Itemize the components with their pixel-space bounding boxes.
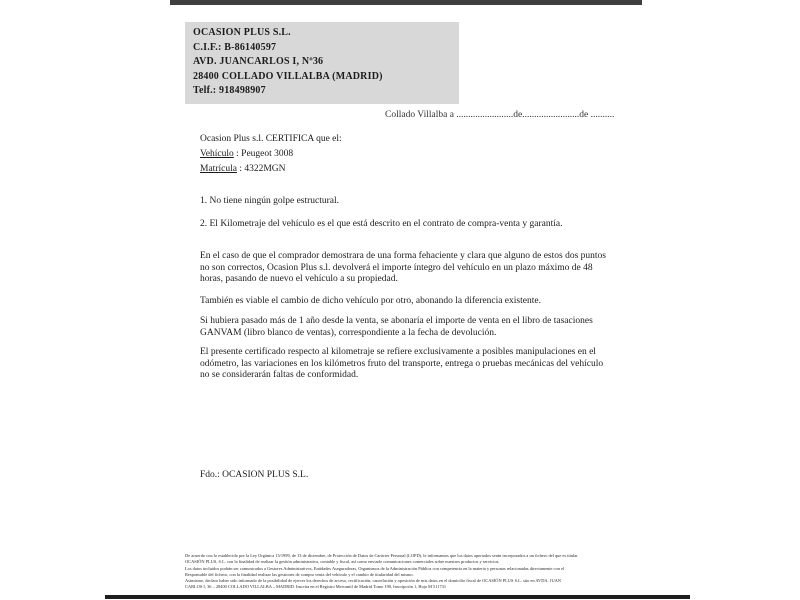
vehicle-value: : Peugeot 3008 xyxy=(233,149,294,159)
certificate-point-2: 2. El Kilometraje del vehículo es el que está descrito en el contrato de compra-venta y garantía. xyxy=(200,219,563,229)
company-cif: C.I.F.: B-86140597 xyxy=(193,41,277,53)
certifies-line: Ocasion Plus s.l. CERTIFICA que el: xyxy=(200,134,342,144)
company-phone: Telf.: 918498907 xyxy=(193,85,266,96)
vehicle-label: Vehículo xyxy=(200,149,234,159)
plate-line xyxy=(200,164,614,176)
legal-footer-line: Responsable del fichero, con la finalidad realizar las gestiones de compra venta del vehículo y el cambio de titularidad del mismo. xyxy=(185,571,414,577)
signature-line: Fdo.: OCASION PLUS S.L. xyxy=(200,470,309,480)
paragraph-ganvam-valuation: Si hubiera pasado más de 1 año desde la venta, se abonaría el importe de venta en el libro de tasaciones GANVAM (libro blanco de ventas), correspondiente a la fecha de devolución. xyxy=(200,316,593,338)
legal-footer-line: OCASIÓN PLUS, S.L. con la finalidad de realizar la gestión administrativa, contable y fiscal, así como enviarle comunicaciones comerciales sobre nuestros productos y servicios. xyxy=(185,559,500,565)
plate-value: : 4322MGN xyxy=(236,164,286,174)
legal-footer-line: Los datos incluidos podrán ser comunicados a Gestores Administrativos, Entidades Aseguradoras, Organismos de la Administración Pública con competencia en la materia y personas relacionadas directamente con el xyxy=(185,565,565,571)
vehicle-line xyxy=(200,149,614,161)
legal-footer xyxy=(185,553,623,591)
date-line: Collado Villalba a ........................de........................de .......... xyxy=(385,110,615,120)
certificate-point-1: 1. No tiene ningún golpe estructural. xyxy=(200,196,340,206)
scan-edge-bottom xyxy=(105,595,690,599)
company-name: OCASION PLUS S.L. xyxy=(193,27,291,38)
company-address: AVD. JUANCARLOS I, Nº36 xyxy=(193,56,324,67)
legal-footer-line: De acuerdo con lo establecido por la Ley Orgánica 15/1999, de 13 de diciembre, de Protección de Datos de Carácter Personal (LOPD), le informamos que los datos aportados serán incorporados a un fichero del que es titular xyxy=(185,553,578,558)
legal-footer-line: Asimismo, declaro haber sido informado de la posibilidad de ejercer los derechos de acceso, rectificación, cancelación y oposición de mis datos en el domicilio fiscal de OCASIÓN PLUS S.L. sito en AVDA. JUAN xyxy=(185,578,561,584)
company-city: 28400 COLLADO VILLALBA (MADRID) xyxy=(193,70,383,82)
legal-footer-line: CARLOS I, 36 – 28400 COLLADO VILLALBA – MADRID. Inscrita en el Registro Mercantil de Madrid Tomo 190, Inscripción 1, Hoja M 511731 xyxy=(185,584,447,590)
paragraph-odometer-disclaimer: El presente certificado respecto al kilometraje se refiere exclusivamente a posibles manipulaciones en el odómetro, las variaciones en los kilómetros fruto del transporte, entrega o pruebas mecánicas del vehículo no se considerarán faltas de conformidad. xyxy=(200,347,604,380)
company-header-block xyxy=(185,22,459,104)
paragraph-refund-terms: En el caso de que el comprador demostrara de una forma fehaciente y clara que alguno de estos dos puntos no son correctos, Ocasion Plus s.l. devolverá el importe íntegro del vehículo en un plazo máximo de 48 horas, pasando de nuevo el vehículo a su propiedad. xyxy=(200,251,606,284)
paragraph-exchange-option: También es viable el cambio de dicho vehículo por otro, abonando la diferencia existente. xyxy=(200,296,541,306)
scan-edge-top xyxy=(170,0,642,5)
plate-label: Matrícula xyxy=(200,164,237,174)
